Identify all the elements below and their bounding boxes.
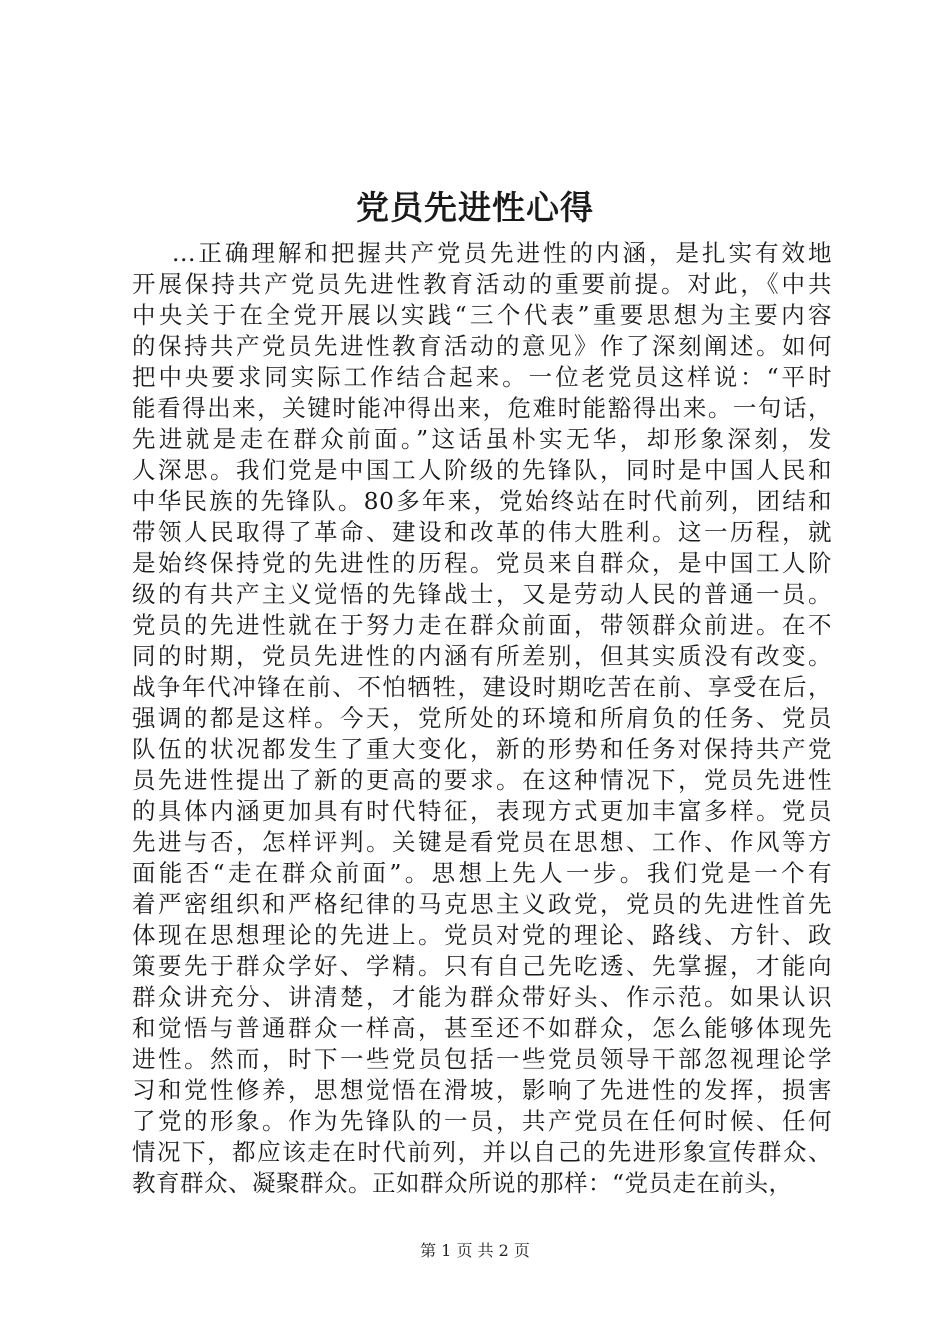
body-line: 先进就是走在群众前面。”这话虽朴实无华，却形象深刻，发 (132, 425, 832, 453)
body-line: 面能否“走在群众前面”。思想上先人一步。我们党是一个有 (132, 859, 832, 887)
body-line: 人深思。我们党是中国工人阶级的先锋队，同时是中国人民和 (132, 456, 832, 484)
body-line: 党员的先进性就在于努力走在群众前面，带领群众前进。在不 (132, 611, 832, 639)
body-line: 了党的形象。作为先锋队的一员，共产党员在任何时候、任何 (132, 1107, 832, 1135)
body-line: 着严密组织和严格纪律的马克思主义政党，党员的先进性首先 (132, 890, 832, 918)
body-line: 员先进性提出了新的更高的要求。在这种情况下，党员先进性 (132, 766, 832, 794)
body-line: 把中央要求同实际工作结合起来。一位老党员这样说：“平时 (132, 363, 832, 391)
body-line: 能看得出来，关键时能冲得出来，危难时能豁得出来。一句话， (132, 394, 832, 422)
body-line: 和觉悟与普通群众一样高，甚至还不如群众，怎么能够体现先 (132, 1014, 832, 1042)
body-line: 中央关于在全党开展以实践“三个代表”重要思想为主要内容 (132, 301, 832, 329)
body-line: 战争年代冲锋在前、不怕牺牲，建设时期吃苦在前、享受在后， (132, 673, 832, 701)
body-line: 中华民族的先锋队。80多年来，党始终站在时代前列，团结和 (132, 487, 832, 515)
body-line: 同的时期，党员先进性的内涵有所差别，但其实质没有改变。 (132, 642, 832, 670)
body-line: 习和党性修养，思想觉悟在滑坡，影响了先进性的发挥，损害 (132, 1076, 832, 1104)
body-line: 的保持共产党员先进性教育活动的意见》作了深刻阐述。如何 (132, 332, 832, 360)
body-line: 开展保持共产党员先进性教育活动的重要前提。对此，《中共 (132, 270, 832, 298)
page-footer: 第 1 页 共 2 页 (420, 1241, 530, 1260)
body-line: 带领人民取得了革命、建设和改革的伟大胜利。这一历程，就 (132, 518, 832, 546)
body-line: 级的有共产主义觉悟的先锋战士，又是劳动人民的普通一员。 (132, 580, 832, 608)
body-text (132, 238, 832, 1199)
body-line: ...正确理解和把握共产党员先进性的内涵，是扎实有效地 (172, 239, 832, 267)
body-line: 强调的都是这样。今天，党所处的环境和所肩负的任务、党员 (132, 704, 832, 732)
body-line: 队伍的状况都发生了重大变化，新的形势和任务对保持共产党 (132, 735, 832, 763)
body-line: 策要先于群众学好、学精。只有自己先吃透、先掌握，才能向 (132, 952, 832, 980)
body-line: 进性。然而，时下一些党员包括一些党员领导干部忽视理论学 (132, 1045, 832, 1073)
body-line: 情况下，都应该走在时代前列，并以自己的先进形象宣传群众、 (132, 1138, 832, 1166)
page-title: 党员先进性心得 (356, 188, 594, 227)
body-line: 的具体内涵更加具有时代特征，表现方式更加丰富多样。党员 (132, 797, 832, 825)
body-line: 体现在思想理论的先进上。党员对党的理论、路线、方针、政 (132, 921, 832, 949)
body-line: 教育群众、凝聚群众。正如群众所说的那样：“党员走在前头， (132, 1169, 793, 1197)
body-line: 先进与否，怎样评判。关键是看党员在思想、工作、作风等方 (132, 828, 832, 856)
body-line: 是始终保持党的先进性的历程。党员来自群众，是中国工人阶 (132, 549, 832, 577)
body-line: 群众讲充分、讲清楚，才能为群众带好头、作示范。如果认识 (132, 983, 832, 1011)
